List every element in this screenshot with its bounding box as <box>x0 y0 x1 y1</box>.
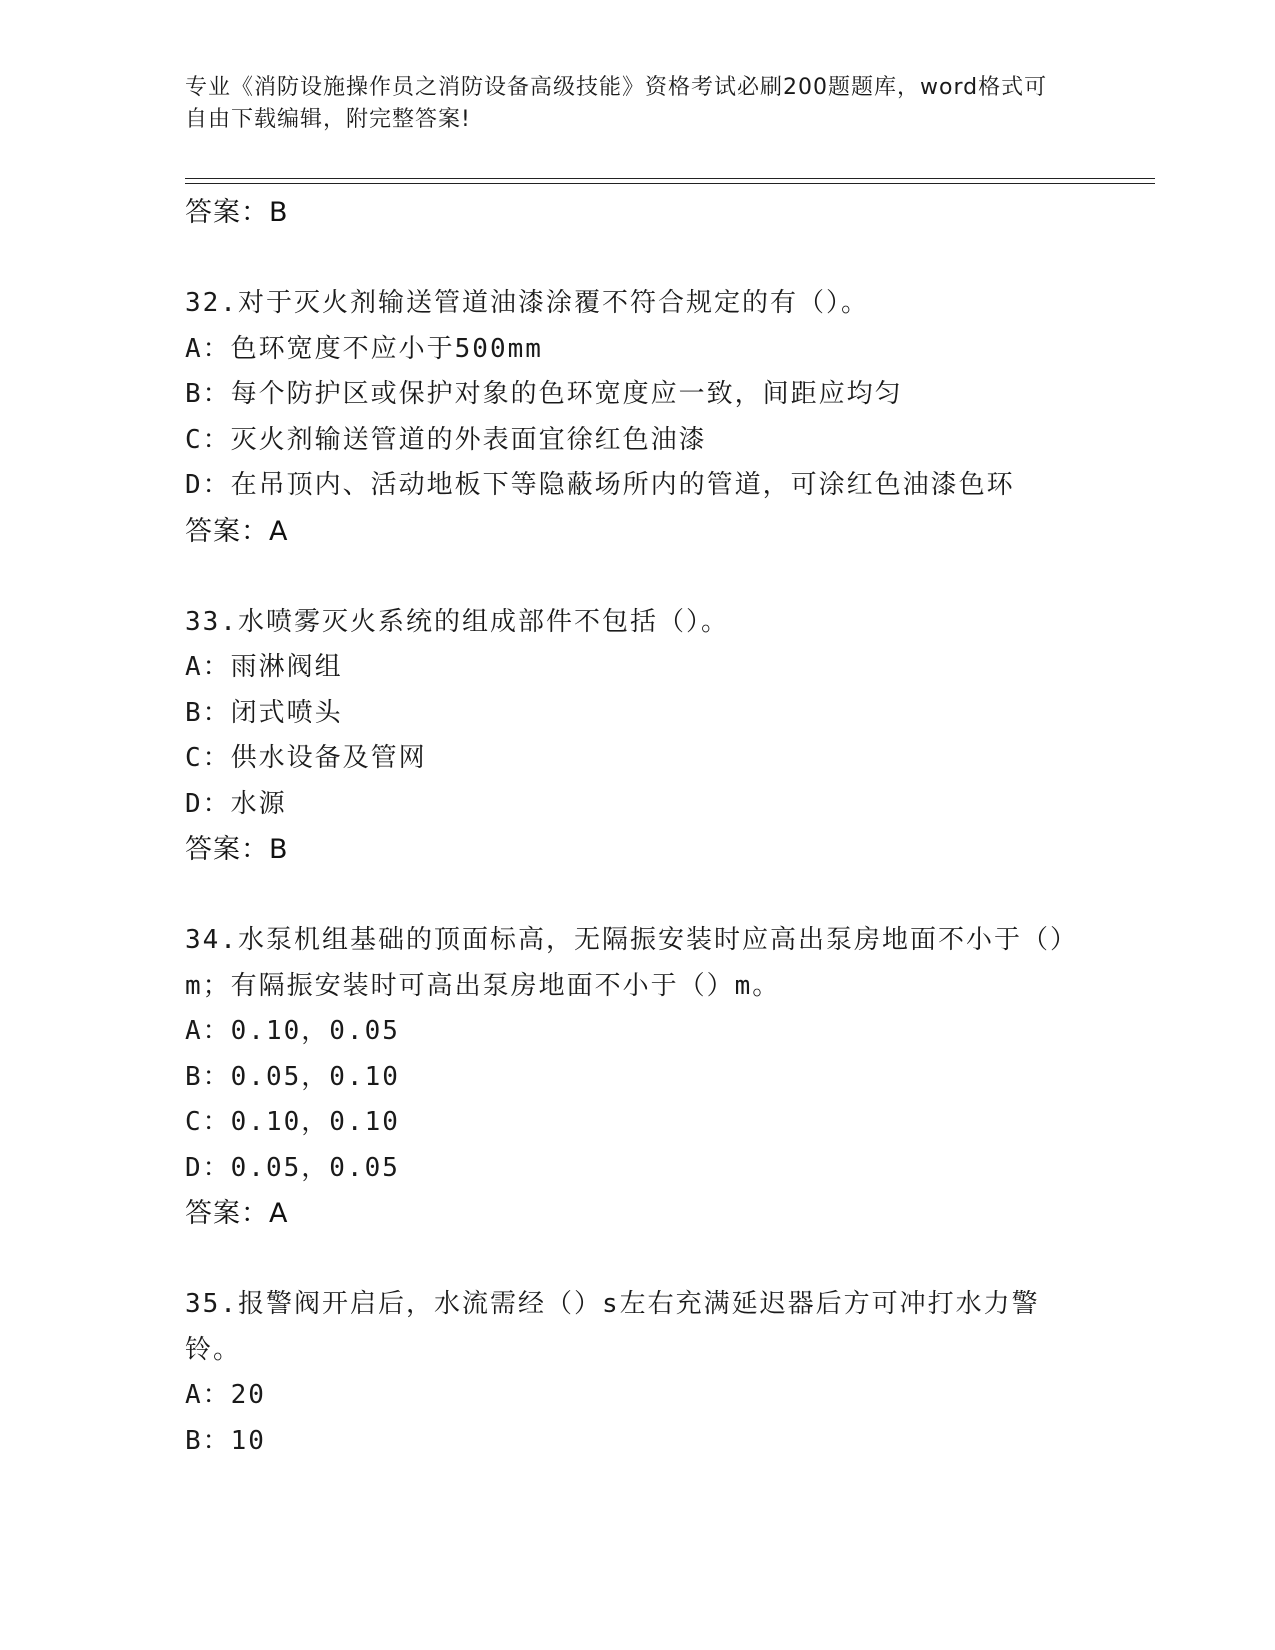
question-block <box>185 600 1085 873</box>
answer-line: 答案：B <box>185 834 289 865</box>
option-c: C：供水设备及管网 <box>185 743 427 773</box>
answer-line: 答案：A <box>185 515 289 547</box>
question-block <box>185 1282 1085 1464</box>
option-b: B：10 <box>185 1425 266 1456</box>
option-d: D：水源 <box>185 788 287 819</box>
answer-line: 答案：A <box>185 1198 289 1229</box>
document-header: 专业《消防设施操作员之消防设备高级技能》资格考试必刷200题题库，word格式可自由下载编辑，附完整答案! <box>185 75 1048 132</box>
option-a: A：0.10，0.05 <box>185 1016 400 1046</box>
option-b: B：每个防护区或保护对象的色环宽度应一致，间距应均匀 <box>185 379 903 409</box>
question-content <box>185 190 1085 1464</box>
option-c: C：灭火剂输送管道的外表面宜徐红色油漆 <box>185 424 707 455</box>
option-b: B：闭式喷头 <box>185 697 343 728</box>
question-text: 35.报警阀开启后，水流需经（）s左右充满延迟器后方可冲打水力警铃。 <box>185 1289 1040 1365</box>
option-a: A：色环宽度不应小于500mm <box>185 333 543 364</box>
option-d: D：0.05，0.05 <box>185 1152 400 1183</box>
question-block <box>185 918 1085 1236</box>
question-text: 33.水喷雾灭火系统的组成部件不包括（）。 <box>185 606 729 637</box>
question-text: 32.对于灭火剂输送管道油漆涂覆不符合规定的有（）。 <box>185 288 869 318</box>
header-divider-top <box>185 178 1155 179</box>
option-b: B：0.05，0.10 <box>185 1061 400 1092</box>
question-text: 34.水泵机组基础的顶面标高，无隔振安装时应高出泵房地面不小于（）m；有隔振安装时可高出泵房地面不小于（）m。 <box>185 925 1065 1001</box>
question-block <box>185 281 1085 554</box>
header-divider-bottom <box>185 183 1155 184</box>
option-c: C：0.10，0.10 <box>185 1107 400 1137</box>
option-a: A：20 <box>185 1380 266 1410</box>
option-a: A：雨淋阀组 <box>185 652 343 682</box>
option-d: D：在吊顶内、活动地板下等隐蔽场所内的管道，可涂红色油漆色环 <box>185 470 1015 500</box>
answer-line: 答案：B <box>185 197 289 228</box>
